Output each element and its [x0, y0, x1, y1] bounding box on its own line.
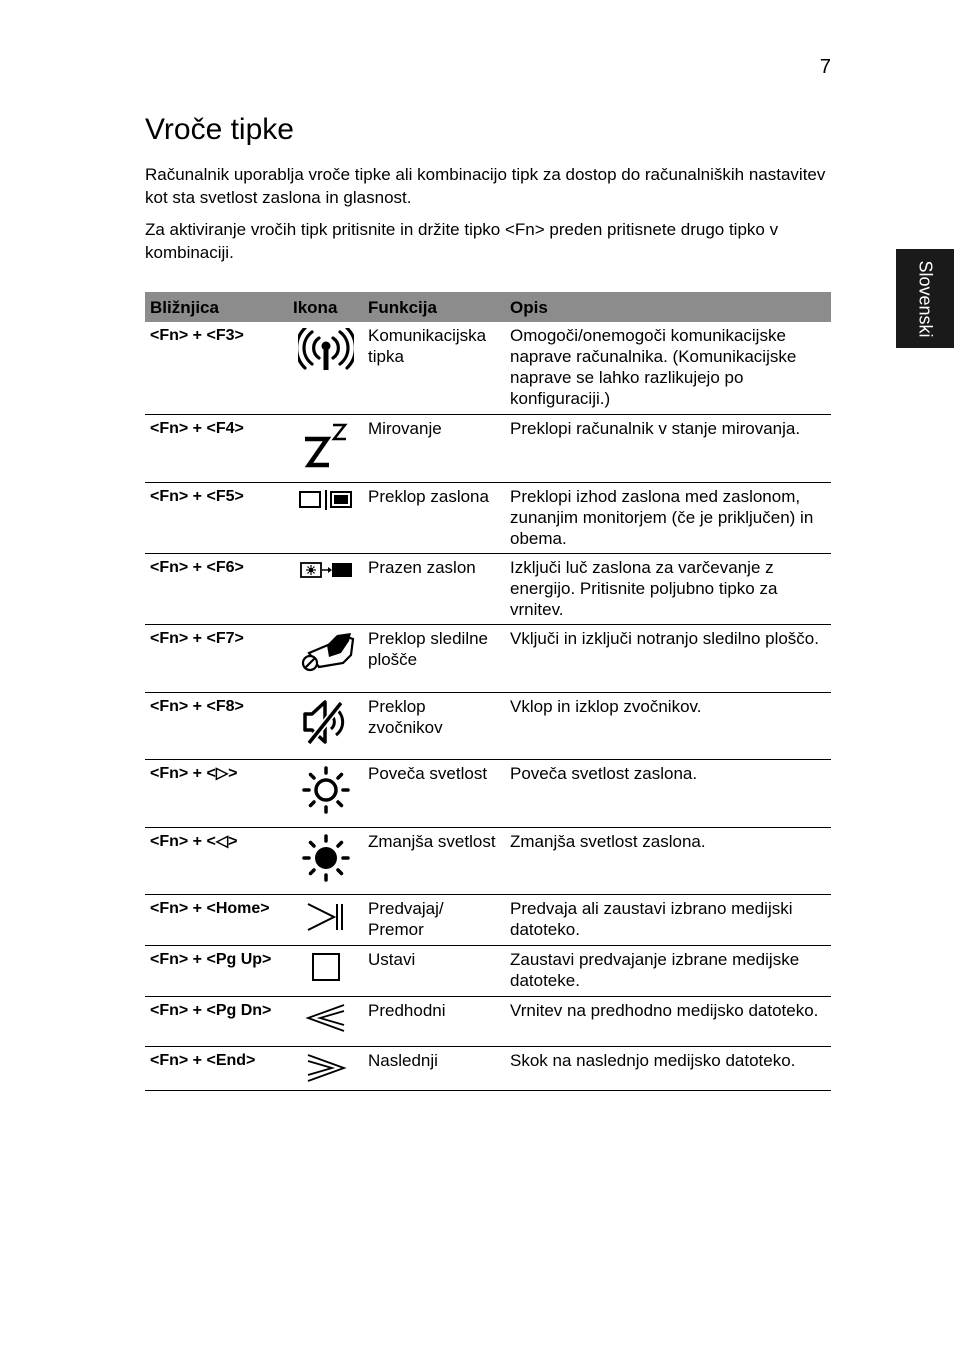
table-row [145, 945, 831, 996]
function-name: Preklop zaslona [363, 482, 505, 553]
function-name: Predvajaj/ Premor [363, 894, 505, 945]
header-shortcut: Bližnjica [145, 292, 288, 322]
screen-blank-icon [298, 560, 354, 580]
table-row [145, 322, 831, 414]
table-row [145, 553, 831, 624]
header-icon: Ikona [288, 292, 363, 322]
function-name: Ustavi [363, 945, 505, 996]
language-tab-label: Slovenski [915, 260, 936, 338]
table-row [145, 1046, 831, 1090]
function-description: Omogoči/onemogoči komunikacijske naprave računalnika. (Komunikacijske naprave se lahko razlikujejo po konfiguraciji.) [505, 322, 831, 414]
function-name: Naslednji [363, 1046, 505, 1090]
function-name: Komunikacijska tipka [363, 322, 505, 414]
function-name: Preklop sledilne plošče [363, 624, 505, 692]
shortcut-key: <Fn> + <End> [145, 1046, 288, 1090]
function-description: Preklopi izhod zaslona med zaslonom, zunanjim monitorjem (če je priključen) in obema. [505, 482, 831, 553]
play-pause-icon [304, 901, 348, 933]
function-description: Skok na naslednjo medijsko datoteko. [505, 1046, 831, 1090]
table-row [145, 827, 831, 894]
next-track-icon [304, 1053, 348, 1083]
function-name: Mirovanje [363, 414, 505, 482]
shortcut-key: <Fn> + <F6> [145, 553, 288, 624]
stop-icon [311, 952, 341, 982]
header-function: Funkcija [363, 292, 505, 322]
shortcut-key: <Fn> + <F4> [145, 414, 288, 482]
function-description: Zmanjša svetlost zaslona. [505, 827, 831, 894]
function-description: Poveča svetlost zaslona. [505, 759, 831, 827]
brightness-down-icon [302, 834, 350, 882]
table-row [145, 894, 831, 945]
touchpad-toggle-icon [297, 631, 355, 673]
shortcut-key: <Fn> + <Home> [145, 894, 288, 945]
page-number: 7 [819, 56, 831, 78]
shortcut-key: <Fn> + <F5> [145, 482, 288, 553]
function-description: Zaustavi predvajanje izbrane medijske datoteke. [505, 945, 831, 996]
table-row [145, 996, 831, 1046]
speaker-mute-icon [301, 699, 351, 745]
previous-track-icon [304, 1003, 348, 1033]
shortcut-key: <Fn> + <Pg Dn> [145, 996, 288, 1046]
table-row [145, 624, 831, 692]
function-name: Prazen zaslon [363, 553, 505, 624]
function-name: Predhodni [363, 996, 505, 1046]
table-header-row [145, 292, 831, 322]
function-description: Predvaja ali zaustavi izbrano medijski datoteko. [505, 894, 831, 945]
function-description: Vklop in izklop zvočnikov. [505, 692, 831, 759]
function-description: Preklopi računalnik v stanje mirovanja. [505, 414, 831, 482]
hotkey-table [145, 292, 831, 1091]
intro-paragraph: Računalnik uporablja vroče tipke ali kombinacijo tipk za dostop do računalniških nastavitev kot sta svetlost zaslona in glasnost. [145, 165, 826, 207]
table-row [145, 759, 831, 827]
wireless-communication-icon [298, 328, 354, 372]
table-row [145, 414, 831, 482]
shortcut-key: <Fn> + <◁> [145, 827, 288, 894]
instruction-paragraph: Za aktiviranje vročih tipk pritisnite in držite tipko <Fn> preden pritisnete drugo tipko v kombinaciji. [145, 220, 779, 262]
function-description: Izključi luč zaslona za varčevanje z energijo. Pritisnite poljubno tipko za vrnitev. [505, 553, 831, 624]
function-name: Poveča svetlost [363, 759, 505, 827]
shortcut-key: <Fn> + <F7> [145, 624, 288, 692]
brightness-up-icon [302, 766, 350, 814]
function-description: Vključi in izključi notranjo sledilno ploščo. [505, 624, 831, 692]
table-row [145, 482, 831, 553]
shortcut-key: <Fn> + <F8> [145, 692, 288, 759]
language-tab [896, 249, 954, 348]
sleep-zz-icon [301, 421, 351, 473]
function-name: Preklop zvočnikov [363, 692, 505, 759]
function-description: Vrnitev na predhodno medijsko datoteko. [505, 996, 831, 1046]
function-name: Zmanjša svetlost [363, 827, 505, 894]
display-toggle-icon [298, 489, 354, 511]
header-description: Opis [505, 292, 831, 322]
shortcut-key: <Fn> + <Pg Up> [145, 945, 288, 996]
page-title: Vroče tipke [145, 113, 294, 146]
shortcut-key: <Fn> + <F3> [145, 322, 288, 414]
shortcut-key: <Fn> + <▷> [145, 759, 288, 827]
table-row [145, 692, 831, 759]
